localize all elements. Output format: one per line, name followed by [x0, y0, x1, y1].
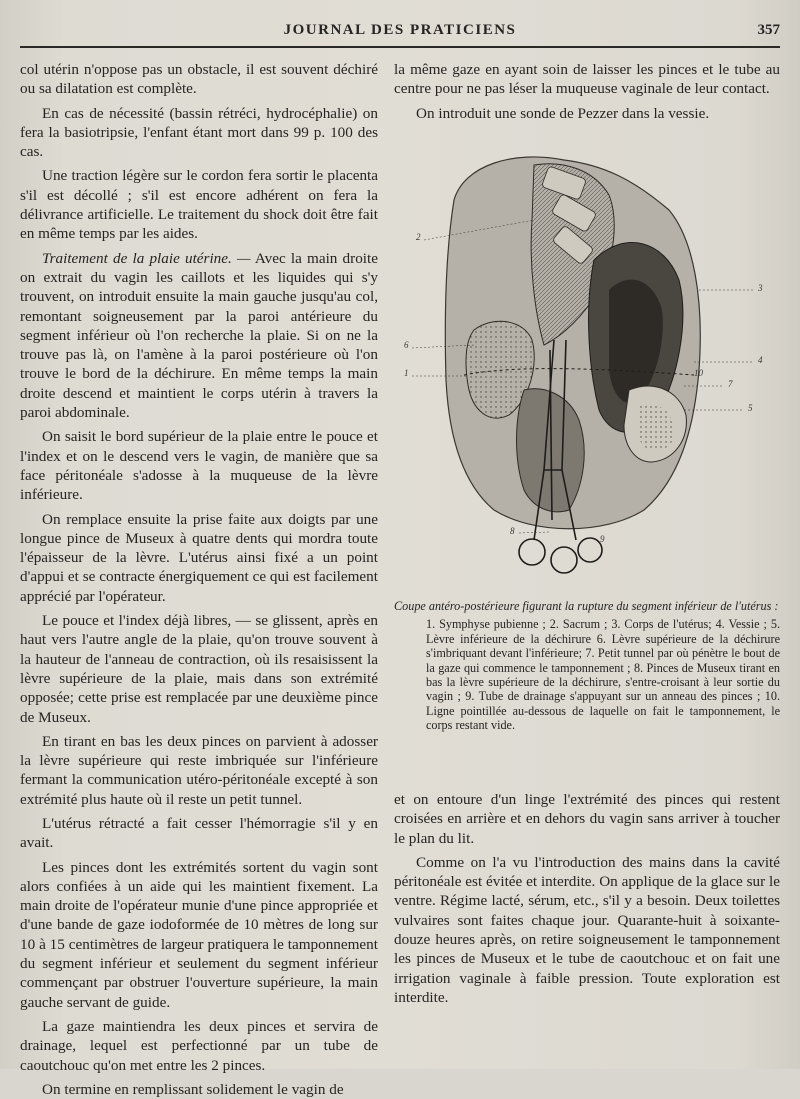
paragraph: et on entoure d'un linge l'extrémité des pinces qui restent croisées en arrière et en dehors du vagin sans arriver à toucher le plan du lit. — [394, 791, 780, 847]
caption-legend: 1. Symphyse pubienne ; 2. Sacrum ; 3. Corps de l'utérus; 4. Vessie ; 5. Lèvre inférieure de la déchirure 6. Lèvre supérieure de la déchirure s'imbriquant devant l'inférieure; 7. Petit tunnel par où pénètre le bout de la gaze qui commence le tamponnement ; 8. Pinces de Museux tirant en bas la lèvre supérieure de la déchirure, s'entre-croisant à leur sortie du vagin ; 9. Tube de drainage s'appuyant sur un anneau des pinces ; 10. Ligne pointillée au-dessous de laquelle on fait le tamponnement, le corps restant vide. — [426, 617, 780, 733]
figure-label-3: 3 — [758, 283, 763, 293]
figure-label-4: 4 — [758, 355, 763, 365]
caption-title: Coupe antéro-postérieure figurant la rupture du segment inférieur de l'utérus : — [394, 599, 779, 613]
right-column-top — [394, 60, 780, 128]
paragraph: On termine en remplissant solidement le vagin de — [42, 1080, 344, 1098]
figure-label-7: 7 — [728, 379, 733, 389]
paragraph: On remplace ensuite la prise faite aux doigts par une longue pince de Museux à quatre dents qui mordra toute l'épaisseur de la lèvre. L'utérus ainsi fixé a un point d'appui et se contracte énergiquement ce qui est facilement apprécié par l'opérateur. — [20, 510, 378, 605]
paragraph: Les pinces dont les extrémités sortent du vagin sont alors confiées à un aide qui les maintient fixement. La main droite de l'opérateur munie d'une pince appropriée et d'une bande de gaze iodoformée de 10 mètres de long sur 10 à 15 centimètres de largeur pratiquera le tamponnement du segment inférieur et seulement du segment inférieur commençant par obstruer l'ouverture supérieure, la main gauche servant de guide. — [20, 858, 378, 1011]
paragraph-with-italic-lead — [20, 249, 378, 423]
paragraph: col utérin n'oppose pas un obstacle, il est souvent déchiré ou sa dilatation est complète. — [20, 61, 378, 98]
paragraph: On introduit une sonde de Pezzer dans la vessie. — [416, 104, 710, 122]
paragraph: Comme on l'a vu l'introduction des mains dans la cavité péritonéale est évitée et interdite. On applique de la glace sur le ventre. Régime lacté, sérum, etc., s'il y a besoin. Deux toilettes vulvaires sont faites chaque jour. Quarante-huit à soixante-douze heures après, on retire soigneusement le tamponnement les pinces de Museux et le tube de caoutchouc et on fait une irrigation vaginale à faible pression. Toute exploration est interdite. — [394, 853, 780, 1006]
figure-label-9: 9 — [600, 534, 605, 544]
right-column-bottom — [394, 790, 780, 1012]
anatomical-figure — [394, 140, 780, 595]
left-column — [20, 60, 378, 1098]
figure-label-8: 8 — [510, 526, 515, 536]
figure-caption — [394, 599, 780, 733]
uterus-section-illustration — [394, 140, 780, 595]
figure-label-10: 10 — [694, 368, 703, 378]
paragraph: Le pouce et l'index déjà libres, — se glissent, après en haut vers l'autre angle de la plaie, qu'on trouve souvent à la hauteur de l'anneau de contraction, où ils resaisissent la lèvre supérieure de la plaie, mais dans son extrémité opposée; cette prise est remplacée par une deuxième pince de Museux. — [20, 612, 378, 726]
journal-title: JOURNAL DES PRATICIENS — [283, 22, 517, 38]
paragraph: L'utérus rétracté a fait cesser l'hémorragie s'il y en avait. — [20, 814, 378, 852]
paragraph: La gaze maintiendra les deux pinces et servira de drainage, lequel est perfectionné par un tube de caoutchouc qu'on met entre les 2 pinces. — [20, 1017, 378, 1074]
page-header — [20, 18, 780, 48]
figure-label-2: 2 — [416, 232, 421, 242]
paragraph: la même gaze en ayant soin de laisser les pinces et le tube au centre pour ne pas léser la muqueuse vaginale de leur contact. — [394, 61, 780, 98]
paragraph-text: Avec la main droite on extrait du vagin les caillots et les liquides qui s'y trouvent, on introduit ensuite la main gauche jusqu'au col, remontant soigneusement par la paroi antérieure du segment inférieur où l'on recherche la plaie. Si on ne la trouve pas là, on l'amène à la paroi postérieure où l'on trouve le bord de la déchirure. En même temps la main droite descend et maintient le corps utérin à travers la paroi abdominale. — [20, 249, 378, 422]
paragraph: On saisit le bord supérieur de la plaie entre le pouce et l'index et on le descend vers le vagin, de manière que sa face péritonéale s'adosse à la muqueuse de la lèvre inférieure. — [20, 428, 378, 504]
figure-label-5: 5 — [748, 403, 753, 413]
figure-label-1: 1 — [404, 368, 409, 378]
paragraph: Une traction légère sur le cordon fera sortir le placenta s'il est décollé ; s'il est encore adhérent on fera la délivrance artificielle. Le traitement du shock doit être fait en même temps par les aides. — [20, 167, 378, 243]
paragraph: En cas de nécessité (bassin rétréci, hydrocéphalie) on fera la basiotripsie, l'enfant étant mort dans 99 p. 100 des cas. — [20, 104, 378, 161]
page-number: 357 — [757, 22, 780, 38]
paragraph: En tirant en bas les deux pinces on parvient à adosser la lèvre supérieure qui reste imbriquée sur l'inférieure fermant la communication utéro-péritonéale excepté à son extrémité plus haute où il reste un petit tunnel. — [20, 732, 378, 808]
figure-label-6: 6 — [404, 340, 409, 350]
section-lead: Traitement de la plaie utérine. — — [42, 249, 251, 267]
